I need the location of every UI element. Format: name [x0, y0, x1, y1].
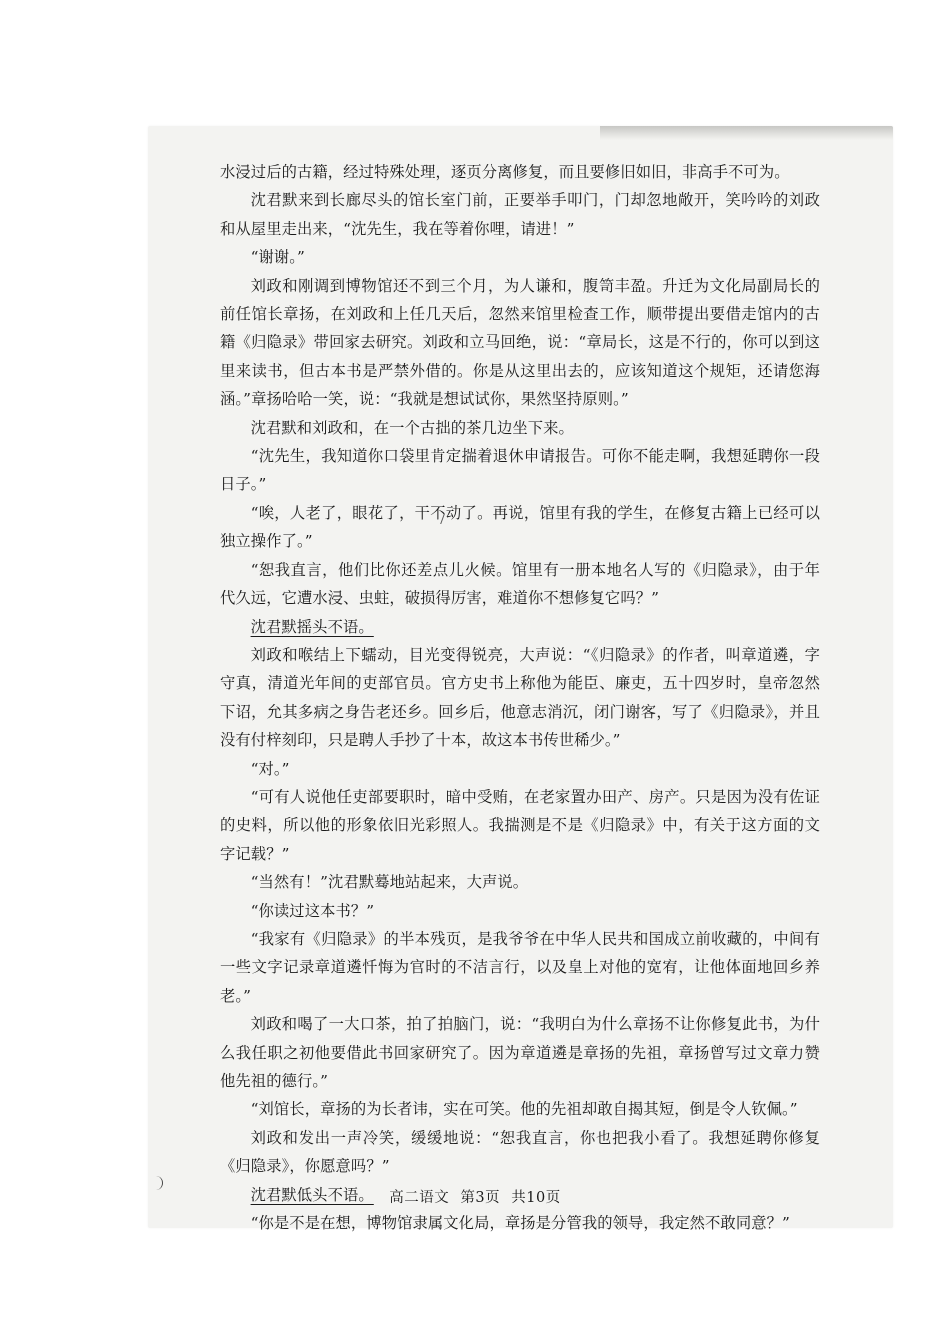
- footer-subject: 高二语文: [389, 1190, 450, 1206]
- paragraph: “对。”: [250, 759, 290, 778]
- paragraph: 刘政和喝了一大口茶，拍了拍脑门，说：“我明白为什么章扬不让你修复此书，为什么我任职之初他要借此书回家研究了。因为章道遴是章扬的先祖，章扬曾写过文章力赞他先祖的德行。”: [220, 1015, 820, 1090]
- footer-page: 第3页: [460, 1190, 501, 1206]
- paragraph: “刘馆长，章扬的为长者讳，实在可笑。他的先祖却敢自揭其短，倒是令人钦佩。”: [250, 1100, 798, 1119]
- paragraph: “可有人说他任吏部要职时，暗中受贿，在老家置办田产、房产。只是因为没有佐证的史料，所以他的形象依旧光彩照人。我揣测是不是《归隐录》中，有关于这方面的文字记载？”: [220, 787, 820, 863]
- paragraph: 水浸过后的古籍，经过特殊处理，逐页分离修复，而且要修旧如旧，非高手不可为。: [220, 163, 790, 181]
- paragraph: “恕我直言，他们比你还差点儿火候。馆里有一册本地名人写的《归隐录》，由于年代久远，它遭水浸、虫蛀，破损得厉害，难道你不想修复它吗？”: [220, 560, 820, 608]
- paragraph: 刘政和喉结上下蠕动，目光变得锐亮，大声说：“《归隐录》的作者，叫章道遴，字守真，清道光年间的吏部官员。官方史书上称他为能臣、廉吏，五十四岁时，皇帝忽然下诏，允其多病之身告老还乡。回乡后，他意志消沉，闭门谢客，写了《归隐录》，并且没有付梓刻印，只是聘人手抄了十本，故这本书传世稀少。”: [220, 645, 820, 750]
- page-footer: [0, 1186, 950, 1207]
- paragraph: 沈君默和刘政和，在一个古拙的茶几边坐下来。: [250, 418, 574, 437]
- paper-fold-edge: [600, 126, 893, 140]
- paragraph: “我家有《归隐录》的半本残页，是我爷爷在中华人民共和国成立前收藏的，中间有一些文字记录章道遴忏悔为官时的不洁言行，以及皇上对他的宽宥，让他体面地回乡养老。”: [220, 929, 820, 1005]
- paragraph: “沈先生，我知道你口袋里肯定揣着退休申请报告。可你不能走啊，我想延聘你一段日子。”: [220, 447, 820, 494]
- article-body: [220, 158, 820, 1237]
- paragraph: [220, 613, 820, 641]
- paragraph: “谢谢。”: [250, 248, 305, 267]
- paragraph: 沈君默来到长廊尽头的馆长室门前，正要举手叩门，门却忽地敞开，笑吟吟的刘政和从屋里走出来，“沈先生，我在等着你哩，请进！”: [220, 191, 820, 238]
- underlined-text: 沈君默低头不语。: [250, 1185, 374, 1204]
- paragraph: 刘政和刚调到博物馆还不到三个月，为人谦和，腹笥丰盈。升迁为文化局副局长的前任馆长章扬，在刘政和上任几天后，忽然来馆里检查工作，顺带提出要借走馆内的古籍《归隐录》带回家去研究。刘政和立马回绝，说：“章局长，这是不行的，你可以到这里来读书，但古本书是严禁外借的。你是从这里出去的，应该知道这个规矩，还请您海涵。”章扬哈哈一笑，说：“我就是想试试你，果然坚持原则。”: [220, 276, 820, 409]
- paragraph: “你读过这本书？”: [250, 901, 375, 920]
- paragraph: “当然有！”沈君默蓦地站起来，大声说。: [250, 873, 529, 892]
- paragraph: “唉，人老了，眼花了，干不动了。再说，馆里有我的学生，在修复古籍上已经可以独立操作了。”: [220, 503, 820, 551]
- footer-total: 共10页: [511, 1190, 561, 1206]
- paragraph: 刘政和发出一声冷笑，缓缓地说：“恕我直言，你也把我小看了。我想延聘你修复《归隐录》，你愿意吗？”: [220, 1128, 820, 1176]
- paragraph: “你是不是在想，博物馆隶属文化局，章扬是分管我的领导，我定然不敢同意？”: [250, 1214, 790, 1233]
- underlined-text: 沈君默摇头不语。: [250, 617, 374, 636]
